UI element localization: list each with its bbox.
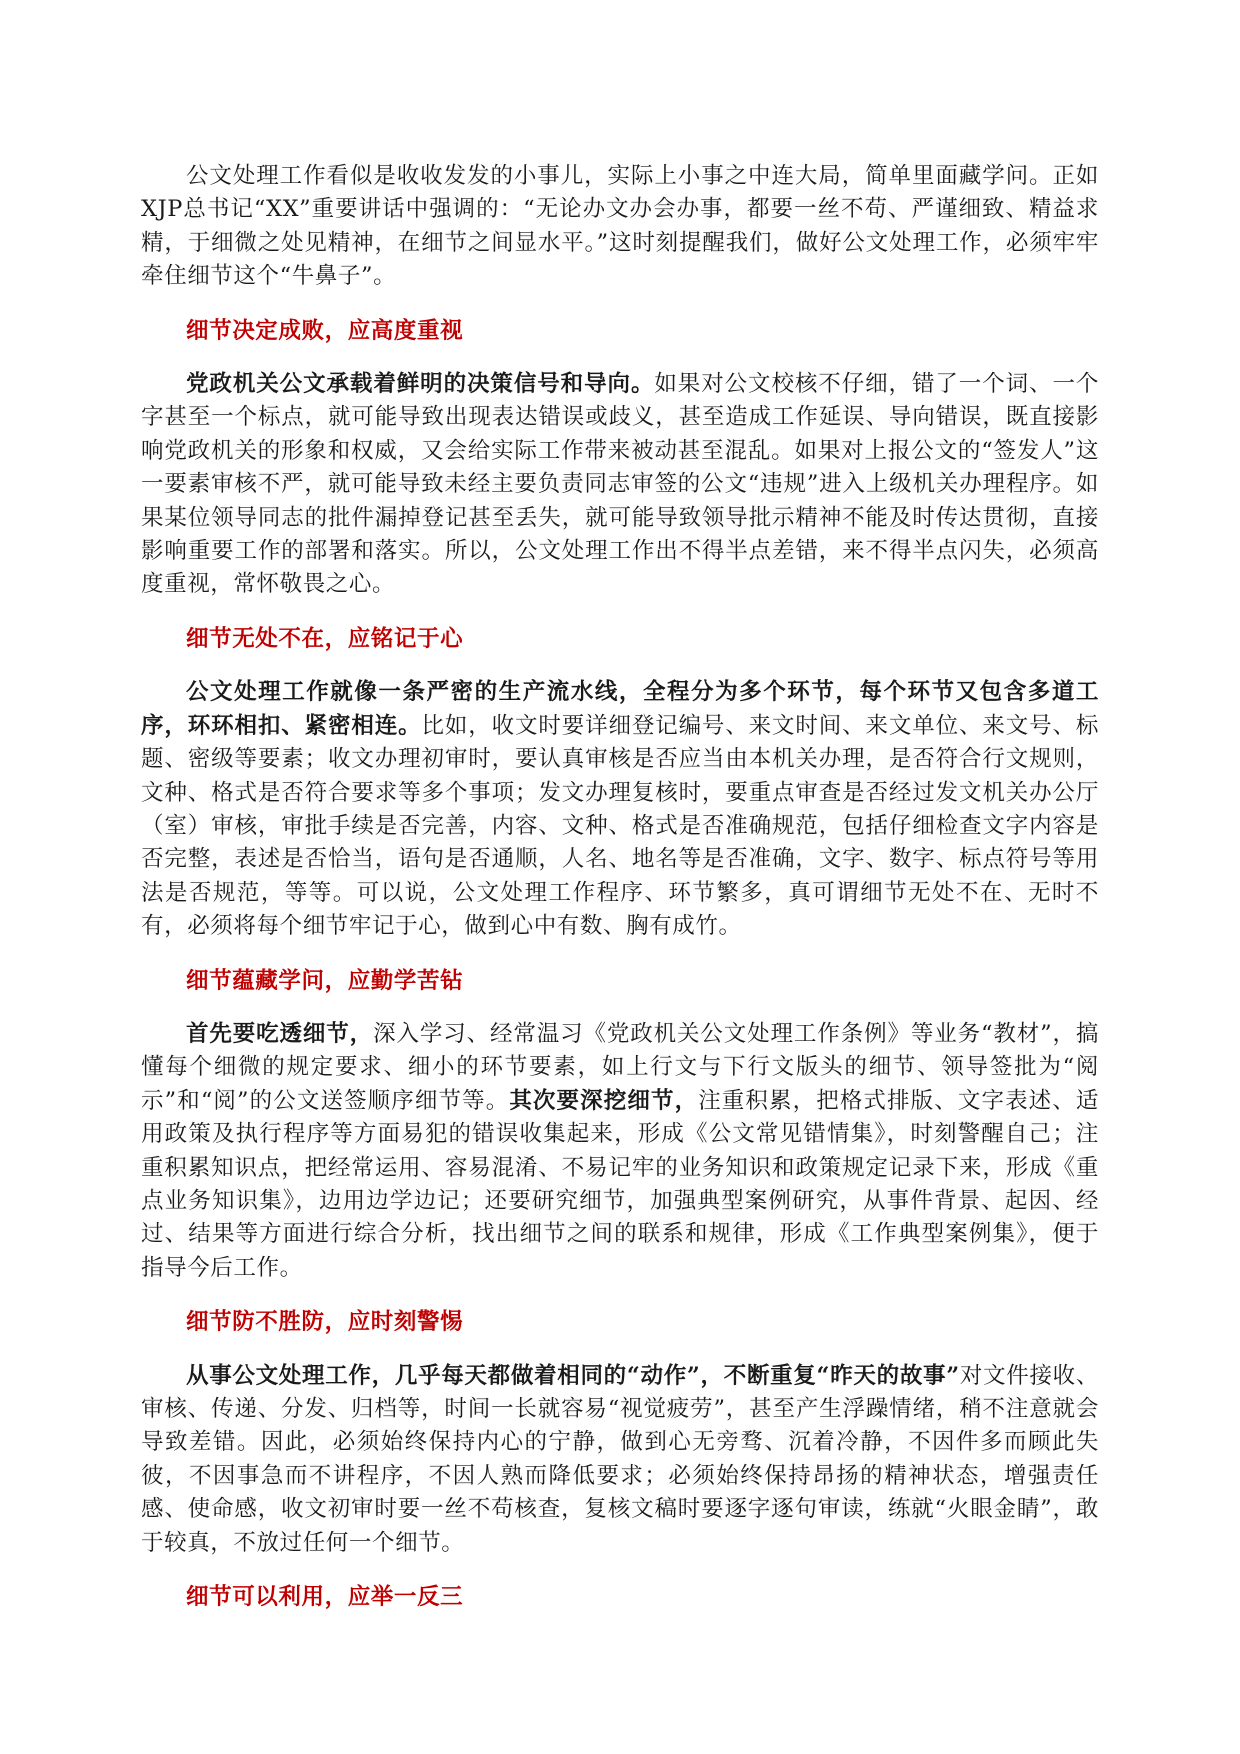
section-paragraph — [141, 676, 1099, 943]
section-heading: 细节防不胜防，应时刻警惕 — [186, 1309, 464, 1336]
body-text: 比如，收文时要详细登记编号、来文时间、来文单位、来文号、标题、密级等要素；收文办理初审时，要认真审核是否应当由本机关办理，是否符合行文规则，文种、格式是否符合要求等多个事项；发文办理复核时，要重点审查是否经过发文机关办公厅（室）审核，审批手续是否完善，内容、文种、格式是否准确规范，包括仔细检查文字内容是否完整，表述是否恰当，语句是否通顺，人名、地名等是否准确，文字、数字、标点符号等用法是否规范，等等。可以说，公文处理工作程序、环节繁多，真可谓细节无处不在、无时不有，必须将每个细节牢记于心，做到心中有数、胸有成竹。 — [141, 712, 1099, 940]
section-heading: 细节决定成败，应高度重视 — [186, 317, 464, 344]
section-paragraph — [141, 1360, 1099, 1560]
lead-sentence: 公文处理工作就像一条严密的生产流水线，全程分为多个环节，每个环节又包含多道工序，环环相扣、紧密相连。 — [141, 679, 1099, 739]
body-text: 如果对公文校核不仔细，错了一个词、一个字甚至一个标点，就可能导致出现表达错误或歧义，甚至造成工作延误、导向错误，既直接影响党政机关的形象和权威，又会给实际工作带来被动甚至混乱。如果对上报公文的“签发人”这一要素审核不严，就可能导致未经主要负责同志审签的公文“违规”进入上级机关办理程序。如果某位领导同志的批件漏掉登记甚至丢失，就可能导致领导批示精神不能及时传达贯彻，直接影响重要工作的部署和落实。所以，公文处理工作出不得半点差错，来不得半点闪失，必须高度重视，常怀敬畏之心。 — [141, 371, 1099, 598]
section-heading: 细节无处不在，应铭记于心 — [186, 625, 464, 652]
section-heading: 细节可以利用，应举一反三 — [186, 1584, 464, 1611]
body-text: 深入学习、经常温习《党政机关公文处理工作条例》等业务“教材”，搞懂每个细微的规定要求、细小的环节要素，如上行文与下行文版头的细节、领导签批为“阅示”和“阅”的公文送签顺序细节等。 — [141, 1020, 1099, 1114]
lead-sentence: 首先要吃透细节， — [186, 1020, 374, 1047]
body-text: 对文件接收、审核、传递、分发、归档等，时间一长就容易“视觉疲劳”，甚至产生浮躁情绪，稍不注意就会导致差错。因此，必须始终保持内心的宁静，做到心无旁骛、沉着冷静，不因件多而顾此失彼，不因事急而不讲程序，不因人熟而降低要求；必须始终保持昂扬的精神状态，增强责任感、使命感，收文初审时要一丝不苟核查，复核文稿时要逐字逐句审读，练就“火眼金睛”，敢于较真，不放过任何一个细节。 — [141, 1362, 1099, 1556]
section-heading: 细节蕴藏学问，应勤学苦钻 — [186, 967, 464, 994]
lead-sentence: 从事公文处理工作，几乎每天都做着相同的“动作”，不断重复“昨天的故事” — [186, 1362, 960, 1389]
lead-sentence: 其次要深挖细节， — [509, 1087, 699, 1114]
lead-sentence: 党政机关公文承载着鲜明的决策信号和导向。 — [186, 371, 655, 398]
section-paragraph — [141, 1018, 1099, 1285]
section-paragraph — [141, 368, 1099, 602]
intro-paragraph: 公文处理工作看似是收收发发的小事儿，实际上小事之中连大局，简单里面藏学问。正如XJP总书记“XX”重要讲话中强调的：“无论办文办会办事，都要一丝不苟、严谨细致、精益求精，于细微之处见精神，在细节之间显水平。”这时刻提醒我们，做好公文处理工作，必须牢牢牵住细节这个“牛鼻子”。 — [141, 163, 1099, 290]
body-text: 注重积累，把格式排版、文字表述、适用政策及执行程序等方面易犯的错误收集起来，形成《公文常见错情集》，时刻警醒自己；注重积累知识点，把经常运用、容易混淆、不易记牢的业务知识和政策规定记录下来，形成《重点业务知识集》，边用边学边记；还要研究细节，加强典型案例研究，从事件背景、起因、经过、结果等方面进行综合分析，找出细节之间的联系和规律，形成《工作典型案例集》，便于指导今后工作。 — [141, 1087, 1099, 1281]
